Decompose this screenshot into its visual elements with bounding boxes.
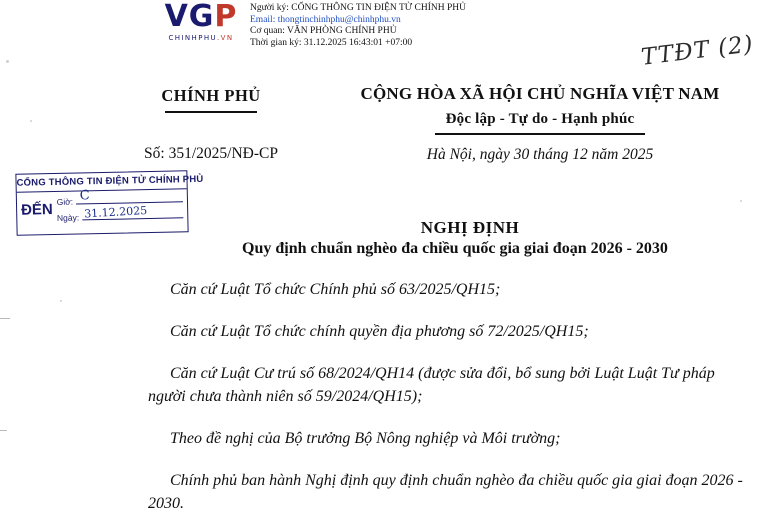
signature-time: Thời gian ký: 31.12.2025 16:43:01 +07:00	[250, 37, 413, 48]
vgp-logo-letters: VGP	[164, 0, 238, 34]
page-title: NGHỊ ĐỊNH	[420, 218, 520, 237]
scan-speck	[740, 200, 742, 202]
body-paragraph: Căn cứ Luật Tổ chức Chính phủ số 63/2025/QH15;	[170, 281, 501, 298]
handwritten-annotation: TTĐT (2)	[639, 31, 756, 71]
arrival-stamp-hour-label: Giờ:	[56, 196, 74, 208]
body-paragraph: Căn cứ Luật Cư trú số 68/2024/QH14 (được sửa đổi, bổ sung bởi Luật Luật Tư pháp người chưa thành niên số 59/2024/QH15);	[148, 365, 715, 405]
scan-edge-mark	[0, 430, 7, 431]
scan-speck	[60, 300, 62, 302]
vgp-logo-subtext: CHINHPHU.VN	[168, 34, 234, 42]
masthead-left	[96, 86, 326, 113]
place-and-date: Hà Nội, ngày 30 tháng 12 năm 2025	[426, 146, 654, 163]
document-body	[148, 278, 748, 515]
arrival-stamp-hour-value: C	[79, 188, 91, 204]
signature-agency: Cơ quan: VĂN PHÒNG CHÍNH PHỦ	[250, 26, 397, 36]
national-motto: Độc lập - Tự do - Hạnh phúc	[445, 111, 635, 127]
body-paragraph: Chính phủ ban hành Nghị định quy định chuẩn nghèo đa chiều quốc gia giai đoạn 2026 - 2030.	[148, 472, 743, 512]
arrival-stamp-date-line	[82, 204, 183, 221]
body-paragraph: Căn cứ Luật Tổ chức chính quyền địa phương số 72/2025/QH15;	[170, 323, 589, 340]
body-paragraph: Theo đề nghị của Bộ trưởng Bộ Nông nghiệp và Môi trường;	[170, 430, 561, 447]
arrival-stamp-hour-line	[76, 188, 183, 205]
signature-signer: Người ký: CỔNG THÔNG TIN ĐIỆN TỬ CHÍNH PHỦ	[250, 3, 466, 13]
masthead-right	[330, 84, 750, 135]
scan-edge-mark	[0, 318, 10, 319]
arrival-stamp-date-label: Ngày:	[56, 212, 80, 224]
arrival-stamp-body	[17, 190, 188, 228]
digital-signature-block	[158, 2, 466, 49]
arrival-stamp-date-value: 31.12.2025	[83, 204, 148, 221]
scan-speck	[6, 60, 9, 63]
divider-right	[435, 133, 645, 135]
page-subtitle: Quy định chuẩn nghèo đa chiều quốc gia giai đoạn 2026 - 2030	[242, 240, 668, 257]
arrival-stamp-fields	[56, 188, 183, 227]
divider-left	[165, 111, 257, 113]
arrival-stamp-den-label: ĐẾN	[20, 201, 53, 219]
arrival-stamp-date-row	[56, 204, 184, 224]
nation-name: CỘNG HÒA XÃ HỘI CHỦ NGHĨA VIỆT NAM	[360, 84, 720, 103]
scan-speck	[30, 120, 32, 122]
signature-email: Email: thongtinchinhphu@chinhphu.vn	[250, 14, 401, 25]
document-number: Số: 351/2025/NĐ-CP	[144, 145, 278, 162]
signature-details	[250, 2, 466, 49]
arrival-stamp-title: CỔNG THÔNG TIN ĐIỆN TỬ CHÍNH PHỦ	[16, 173, 204, 189]
arrival-stamp	[15, 170, 204, 236]
issuing-organization: CHÍNH PHỦ	[161, 86, 261, 105]
vgp-logo	[158, 2, 244, 42]
